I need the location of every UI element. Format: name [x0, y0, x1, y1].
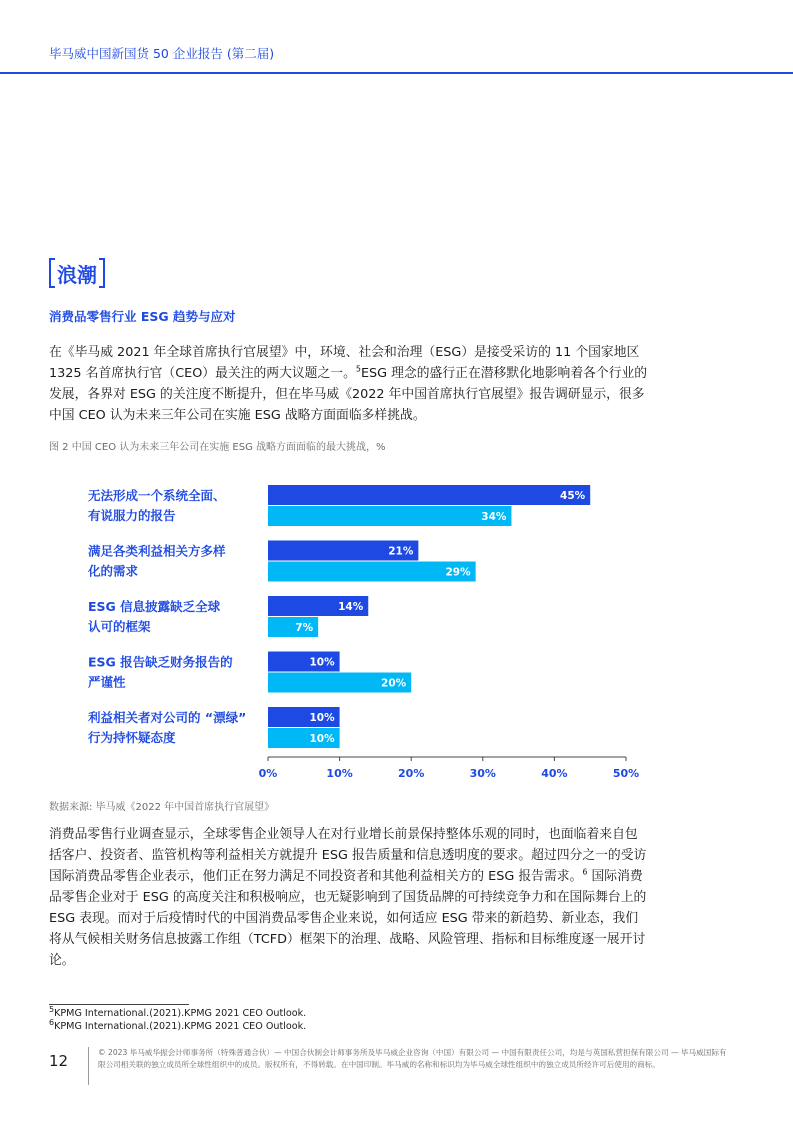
- x-tick-label: 40%: [541, 767, 568, 780]
- body-text-2: 国际消费品零售企业对于 ESG 的高度关注和积极响应，也无疑影响到了国货品牌的可持续竞争力和在国际舞台上的 ESG 表现。而对于后疫情时代的中国消费品零售企业来说，如何适应 ESG 带来的新趋势、新业态，我们将从气候相关财务信息披露工作组（TCFD）框架下的治理、战略、风险管理、指标和目标维度逐一展开讨论。: [49, 869, 647, 968]
- header-rule: [0, 72, 793, 74]
- data-label: 14%: [338, 601, 364, 613]
- intro-paragraph: [49, 342, 649, 426]
- section-title-text: 浪潮: [57, 262, 97, 287]
- category-label: 有说服力的报告: [88, 508, 176, 523]
- x-tick-label: 10%: [326, 767, 353, 780]
- category-label: 严谨性: [88, 674, 126, 690]
- category-label: 认可的框架: [88, 619, 151, 634]
- data-label: 7%: [295, 622, 314, 634]
- left-bracket: [49, 258, 55, 288]
- bar: [268, 485, 590, 505]
- subsection-title: 消费品零售行业 ESG 趋势与应对: [49, 309, 236, 324]
- footer-divider: [88, 1047, 89, 1085]
- footnote-number: 5: [49, 1004, 55, 1014]
- body-paragraph: [49, 824, 649, 971]
- figure-caption: 图 2 中国 CEO 认为未来三年公司在实施 ESG 战略方面面临的最大挑战，%: [49, 442, 386, 453]
- section-title: [49, 258, 105, 288]
- footnote-ref[interactable]: 6: [582, 867, 588, 877]
- bar: [268, 506, 511, 526]
- category-label: ESG 报告缺乏财务报告的: [88, 654, 233, 670]
- footnote-item: [49, 1004, 307, 1020]
- intro-text-2: ESG 理念的盛行正在潜移默化地影响着各个行业的发展，各界对 ESG 的关注度不断提升，但在毕马威《2022 年中国首席执行官展望》报告调研显示，很多中国 CEO 认为未来三年公司在实施 ESG 战略方面面临多样挑战。: [49, 366, 648, 423]
- bar: [268, 562, 476, 582]
- footnotes: [49, 1004, 307, 1033]
- right-bracket: [99, 258, 105, 288]
- category-label: 行为持怀疑态度: [88, 730, 176, 745]
- category-label: 化的需求: [88, 563, 139, 579]
- intro-text-1: 在《毕马威 2021 年全球首席执行官展望》中，环境、社会和治理（ESG）是接受采访的 11 个国家地区 1325 名首席执行官（CEO）最关注的两大议题之一。: [49, 345, 640, 381]
- page-number: 12: [49, 1052, 69, 1070]
- category-label: 利益相关者对公司的 “漂绿”: [88, 710, 247, 725]
- bar-chart: [0, 470, 793, 790]
- category-label: ESG 信息披露缺乏全球: [88, 599, 221, 614]
- body-text-1: 消费品零售行业调查显示，全球零售企业领导人在对行业增长前景保持整体乐观的同时，也面临着来自包括客户、投资者、监管机构等利益相关方就提升 ESG 报告质量和信息透明度的要求。超过四分之一的受访国际消费品零售企业表示，他们正在努力满足不同投资者和其他利益相关方的 ESG 报告需求。: [49, 827, 647, 884]
- x-tick-label: 30%: [469, 767, 496, 780]
- footnote-text: KPMG International.(2021).KPMG 2021 CEO Outlook.: [54, 1008, 307, 1019]
- data-label: 29%: [445, 566, 471, 579]
- footnote-ref[interactable]: 5: [355, 364, 361, 374]
- chart-layer: [87, 485, 639, 780]
- running-header: 毕马威中国新国货 50 企业报告 (第二届): [49, 46, 275, 61]
- copyright-notice: © 2023 毕马威华振会计师事务所（特殊普通合伙）— 中国合伙制会计师事务所及毕马威企业咨询（中国）有限公司 — 中国有限责任公司，均是与英国私营担保有限公司 — 毕马威国际有限公司相关联的独立成员所全球性组织中的成员。版权所有，不得转载。在中国印制。毕马威的名称和标识均为毕马威全球性组织中的独立成员所经许可后使用的商标。: [98, 1048, 727, 1069]
- data-label: 10%: [309, 656, 335, 669]
- data-label: 45%: [560, 490, 586, 502]
- footnote-rule: [49, 1004, 189, 1005]
- category-label: 满足各类利益相关方多样: [88, 543, 226, 559]
- footnote-item: [49, 1017, 307, 1033]
- data-label: 20%: [381, 677, 407, 690]
- data-label: 10%: [309, 712, 335, 724]
- figure-source: 数据来源: 毕马威《2022 年中国首席执行官展望》: [49, 802, 275, 813]
- data-label: 34%: [481, 511, 507, 523]
- footnote-text: KPMG International.(2021).KPMG 2021 CEO Outlook.: [54, 1021, 307, 1032]
- data-label: 10%: [309, 733, 335, 745]
- x-tick-label: 0%: [258, 767, 278, 780]
- data-label: 21%: [388, 545, 414, 558]
- category-label: 无法形成一个系统全面、: [88, 488, 226, 503]
- x-tick-label: 50%: [612, 767, 640, 780]
- footnote-number: 6: [49, 1017, 55, 1027]
- x-tick-label: 20%: [398, 767, 425, 780]
